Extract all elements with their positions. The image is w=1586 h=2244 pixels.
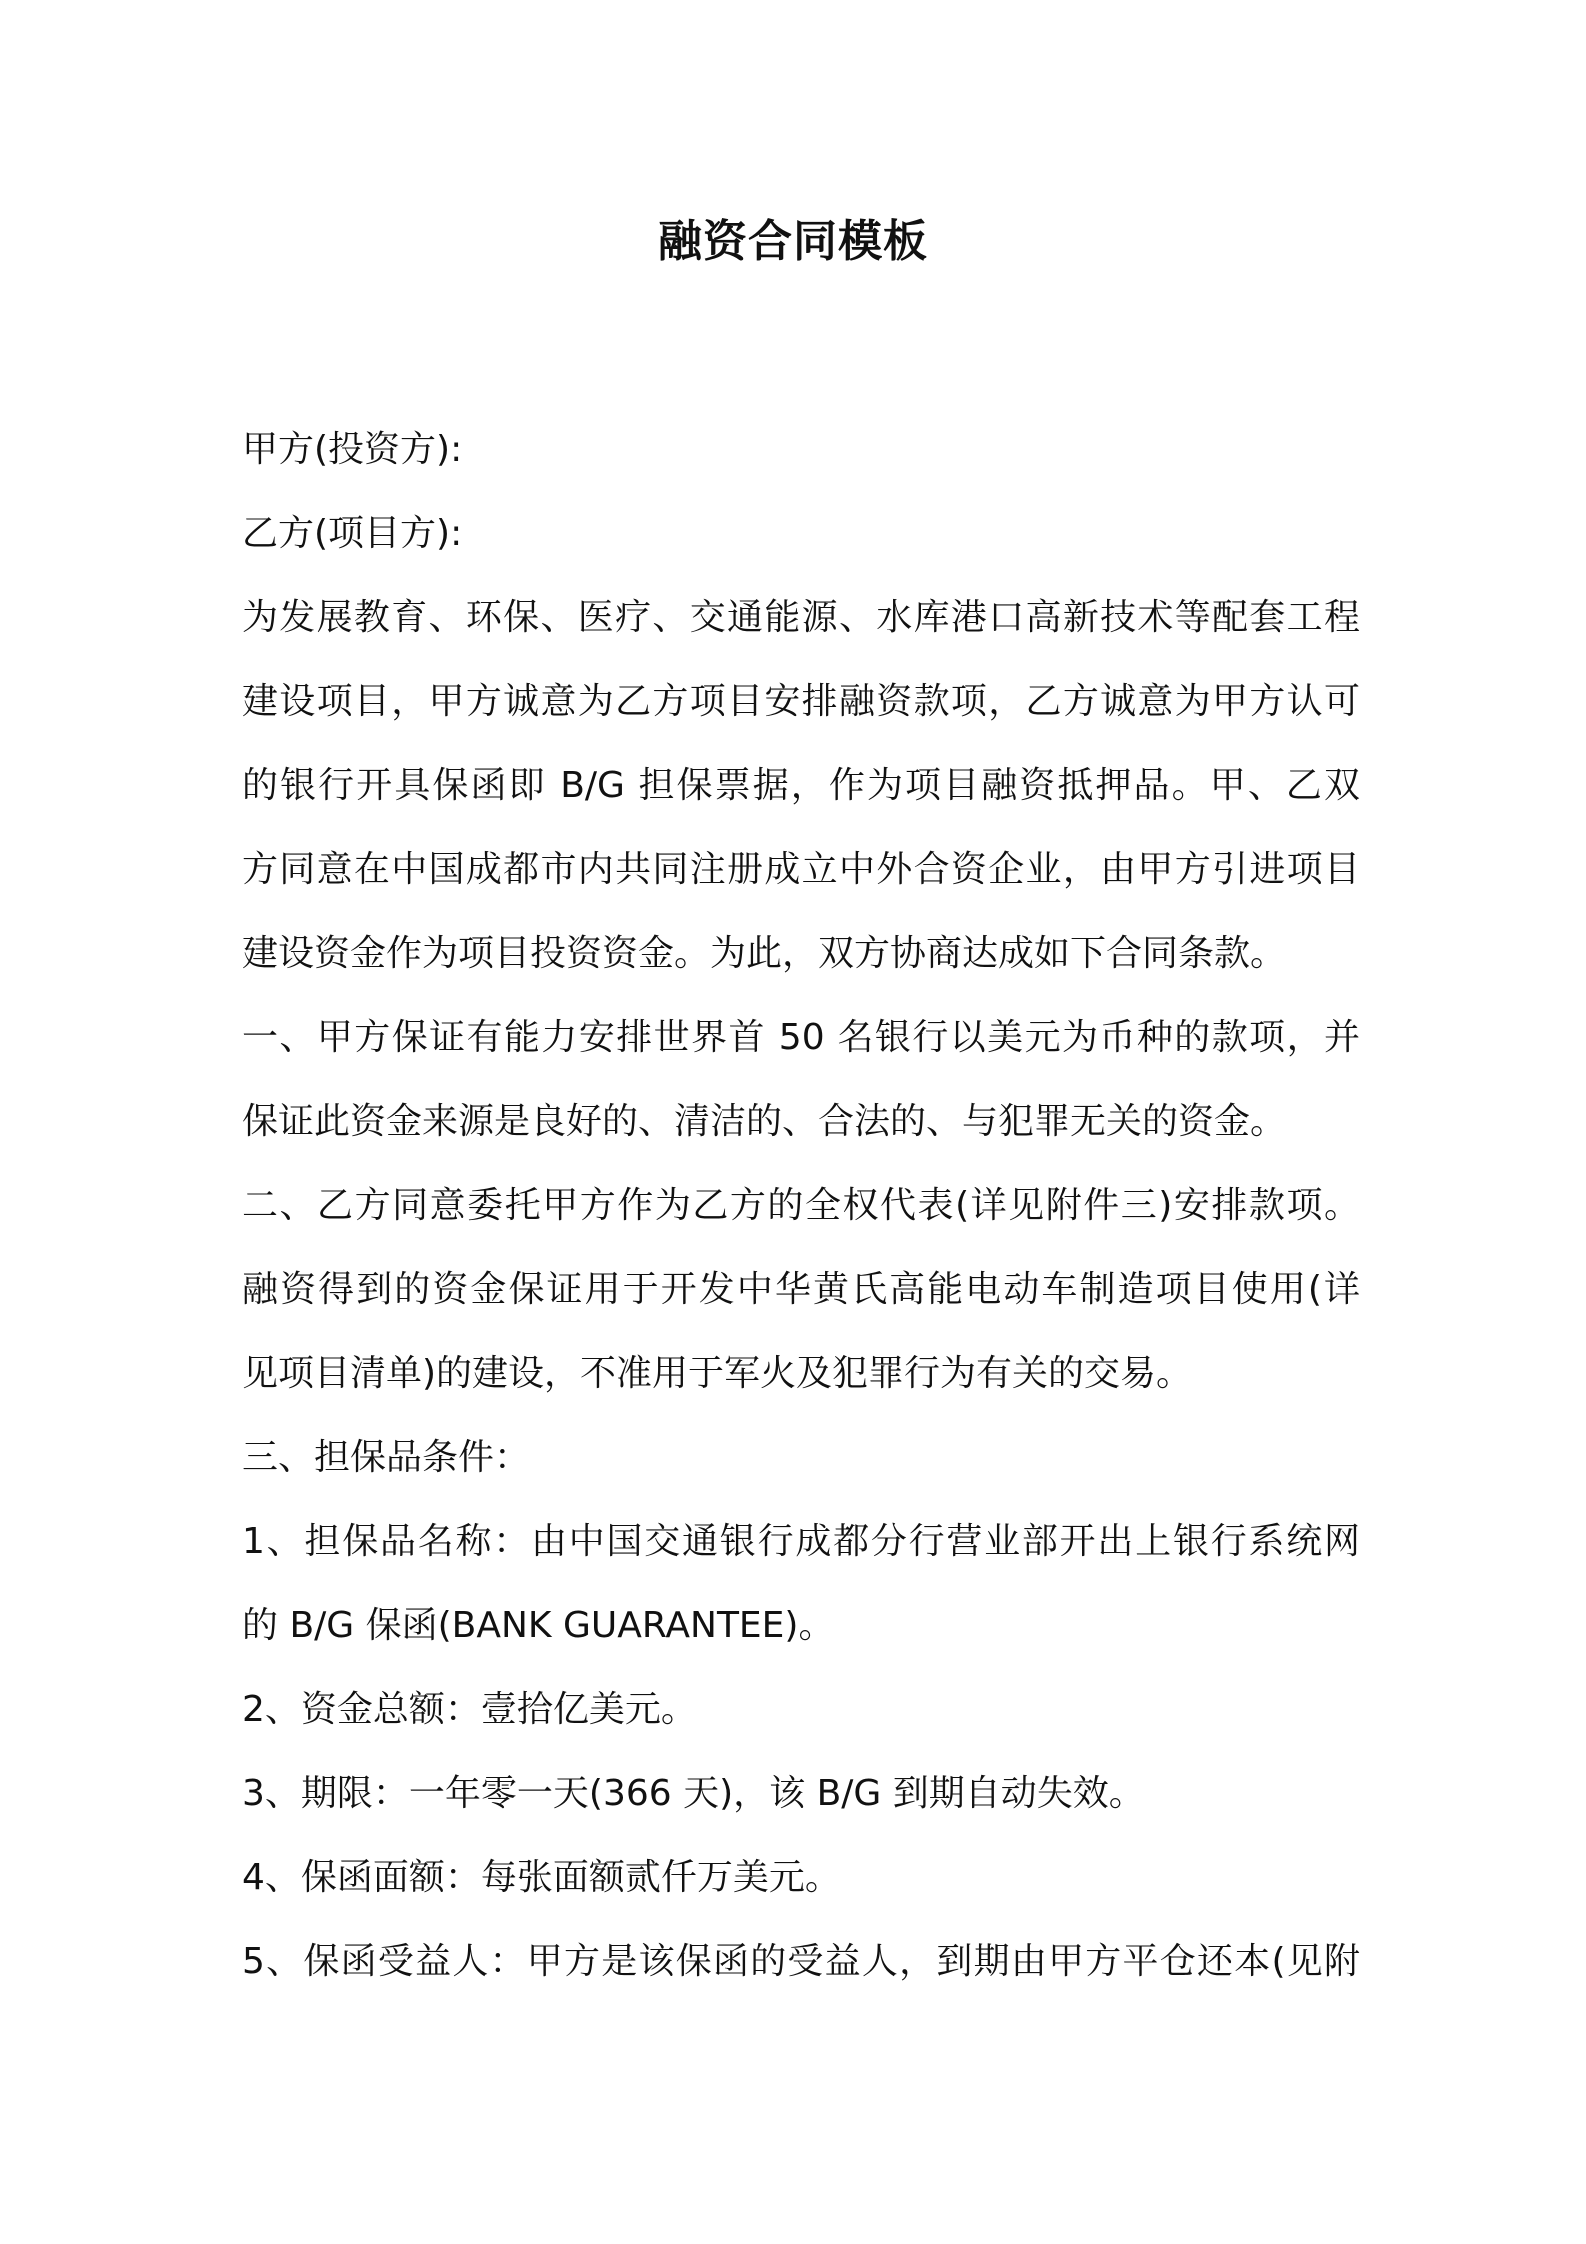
item-2-line: 2、资金总额：壹拾亿美元。 [242,1689,697,1730]
paragraph-line: 为发展教育、环保、医疗、交通能源、水库港口高新技术等配套工程 [242,597,1360,638]
item-4-line: 4、保函面额：每张面额贰仟万美元。 [242,1857,841,1898]
item-1-line: 1、担保品名称：由中国交通银行成都分行营业部开出上银行系统网 [242,1521,1360,1562]
clause-3-heading: 三、担保品条件： [242,1437,531,1478]
clause-2-line: 融资得到的资金保证用于开发中华黄氏高能电动车制造项目使用(详 [242,1269,1360,1310]
party-a-line: 甲方(投资方): [242,429,463,470]
party-b-line: 乙方(项目方): [242,513,463,554]
document-body [242,408,1360,2004]
paragraph-line: 方同意在中国成都市内共同注册成立中外合资企业，由甲方引进项目 [242,849,1360,890]
clause-1-line: 保证此资金来源是良好的、清洁的、合法的、与犯罪无关的资金。 [242,1101,1287,1142]
clause-1-line: 一、甲方保证有能力安排世界首 50 名银行以美元为币种的款项，并 [242,1017,1360,1058]
item-1-line: 的 B/G 保函(BANK GUARANTEE)。 [242,1605,835,1646]
paragraph-line: 建设项目，甲方诚意为乙方项目安排融资款项，乙方诚意为甲方认可 [242,681,1360,722]
clause-2-line: 二、乙方同意委托甲方作为乙方的全权代表(详见附件三)安排款项。 [242,1185,1360,1226]
clause-2-line: 见项目清单)的建设，不准用于军火及犯罪行为有关的交易。 [242,1353,1193,1394]
item-3-line: 3、期限：一年零一天(366 天)，该 B/G 到期自动失效。 [242,1773,1145,1814]
paragraph-line: 建设资金作为项目投资资金。为此，双方协商达成如下合同条款。 [242,933,1287,974]
item-5-line: 5、保函受益人：甲方是该保函的受益人，到期由甲方平仓还本(见附 [242,1941,1360,1982]
document-title: 融资合同模板 [658,216,928,267]
paragraph-line: 的银行开具保函即 B/G 担保票据，作为项目融资抵押品。甲、乙双 [242,765,1360,806]
